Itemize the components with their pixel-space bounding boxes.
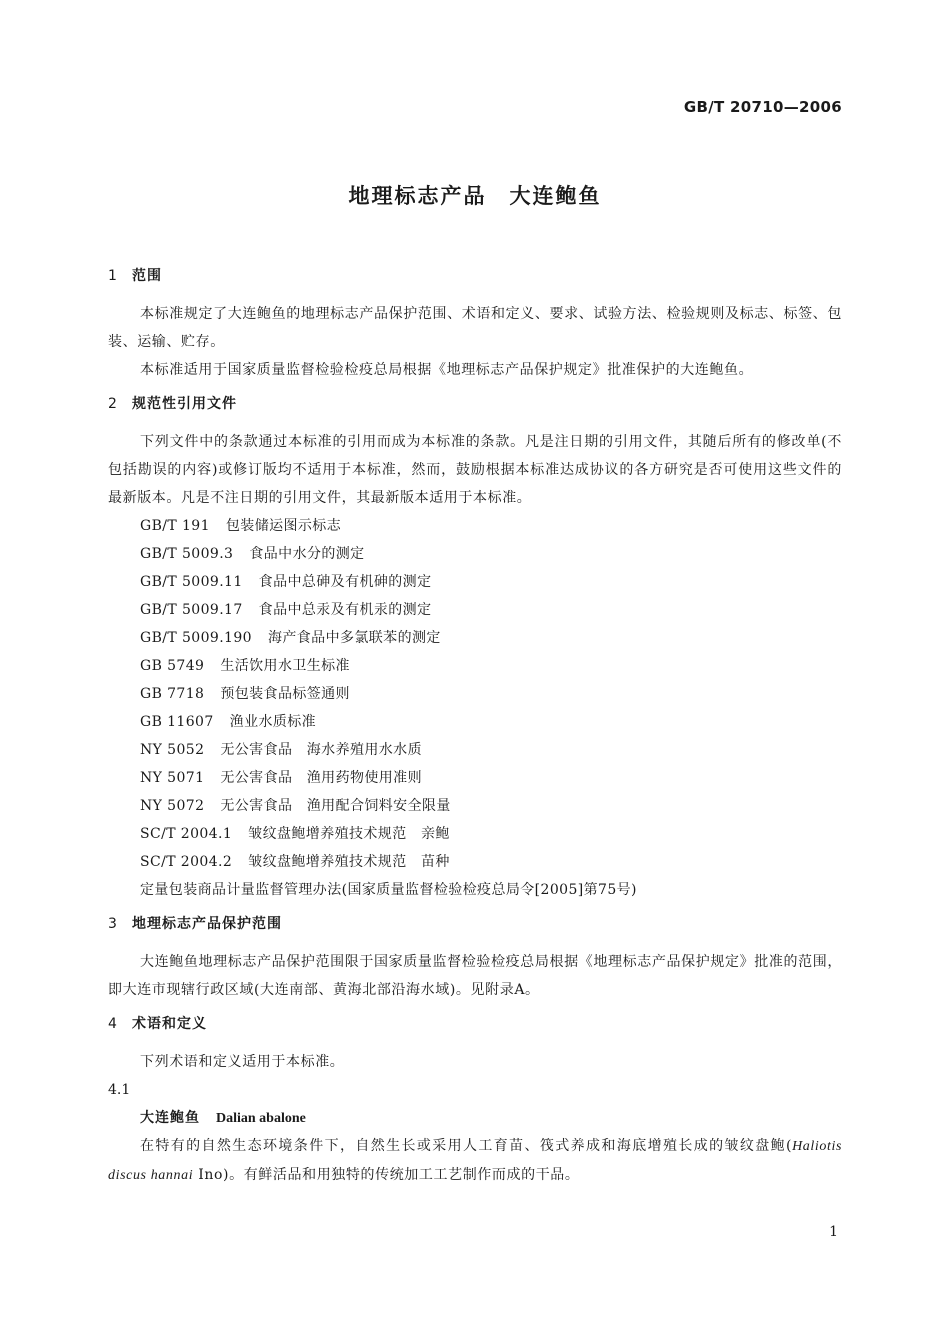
- reference-item: [108, 568, 842, 596]
- reference-item: [108, 624, 842, 652]
- normative-references-list: [108, 512, 842, 904]
- latin-species-name: Haliotis discus hannai: [108, 1139, 842, 1183]
- reference-name: 皱纹盘鲍增养殖技术规范 苗种: [248, 854, 450, 870]
- reference-name: 包装储运图示标志: [225, 518, 342, 534]
- section-title: 地理标志产品保护范围: [132, 916, 282, 932]
- reference-name: 无公害食品 海水养殖用水水质: [220, 742, 422, 758]
- reference-code: GB/T 5009.17: [140, 602, 243, 618]
- section-title: 术语和定义: [132, 1016, 207, 1032]
- reference-item: [108, 540, 842, 568]
- reference-item: [108, 512, 842, 540]
- reference-code: GB/T 191: [140, 518, 210, 534]
- reference-name: 皱纹盘鲍增养殖技术规范 亲鲍: [248, 826, 450, 842]
- section-number: 4: [108, 1016, 118, 1032]
- section-number: 1: [108, 268, 118, 284]
- reference-name: 无公害食品 渔用药物使用准则: [220, 770, 422, 786]
- reference-name: 食品中总汞及有机汞的测定: [258, 602, 432, 618]
- section-1-heading: [108, 264, 842, 288]
- section-3-paragraph-1: 大连鲍鱼地理标志产品保护范围限于国家质量监督检验检疫总局根据《地理标志产品保护规定》批准的范围，即大连市现辖行政区域(大连南部、黄海北部沿海水域)。见附录A。: [108, 954, 842, 998]
- reference-name: 生活饮用水卫生标准: [220, 658, 350, 674]
- reference-item: [108, 792, 842, 820]
- reference-code: NY 5052: [140, 742, 205, 758]
- subsection-number: 4.1: [108, 1082, 131, 1098]
- reference-item: [108, 736, 842, 764]
- definition-text-a: 在特有的自然生态环境条件下，自然生长或采用人工育苗、筏式养成和海底增殖长成的皱纹盘鲍(: [140, 1138, 793, 1154]
- section-number: 3: [108, 916, 118, 932]
- reference-name: 渔业水质标准: [229, 714, 317, 730]
- reference-code: GB 11607: [140, 714, 214, 730]
- reference-code: GB 5749: [140, 658, 205, 674]
- section-3-heading: [108, 912, 842, 936]
- section-2-paragraph-1: 下列文件中的条款通过本标准的引用而成为本标准的条款。凡是注日期的引用文件，其随后所有的修改单(不包括勘误的内容)或修订版均不适用于本标准，然而，鼓励根据本标准达成协议的各方研究是否可使用这些文件的最新版本。凡是不注日期的引用文件，其最新版本适用于本标准。: [108, 434, 842, 506]
- section-4-paragraph-1: 下列术语和定义适用于本标准。: [140, 1054, 345, 1070]
- reference-item: [108, 652, 842, 680]
- reference-code: GB 7718: [140, 686, 205, 702]
- reference-code: GB/T 5009.3: [140, 546, 234, 562]
- section-1-paragraph-1: 本标准规定了大连鲍鱼的地理标志产品保护范围、术语和定义、要求、试验方法、检验规则及标志、标签、包装、运输、贮存。: [108, 306, 842, 350]
- reference-code: GB/T 5009.11: [140, 574, 243, 590]
- definition-text-b: Ino)。有鲜活品和用独特的传统加工工艺制作而成的干品。: [193, 1167, 580, 1183]
- document-title: 地理标志产品 大连鲍鱼: [348, 184, 602, 208]
- term-definition: [108, 1132, 842, 1190]
- reference-code: SC/T 2004.1: [140, 826, 233, 842]
- reference-item: [108, 848, 842, 876]
- term-entry: [108, 1104, 842, 1132]
- page-number: 1: [829, 1224, 838, 1240]
- section-title: 范围: [132, 268, 162, 284]
- reference-item: [108, 708, 842, 736]
- reference-name: 无公害食品 渔用配合饲料安全限量: [220, 798, 451, 814]
- reference-name: 食品中总砷及有机砷的测定: [258, 574, 432, 590]
- reference-code: GB/T 5009.190: [140, 630, 252, 646]
- reference-name: 海产食品中多氯联苯的测定: [267, 630, 441, 646]
- reference-name: 食品中水分的测定: [249, 546, 365, 562]
- section-1-paragraph-2: 本标准适用于国家质量监督检验检疫总局根据《地理标志产品保护规定》批准保护的大连鲍鱼。: [140, 362, 754, 378]
- section-number: 2: [108, 396, 118, 412]
- section-4-heading: [108, 1012, 842, 1036]
- section-2-heading: [108, 392, 842, 416]
- reference-item: [108, 680, 842, 708]
- reference-code: SC/T 2004.2: [140, 854, 233, 870]
- section-title: 规范性引用文件: [132, 396, 237, 412]
- term-english: Dalian abalone: [216, 1111, 306, 1126]
- reference-item: [108, 820, 842, 848]
- reference-item: [108, 764, 842, 792]
- standard-code: GB/T 20710—2006: [683, 98, 842, 116]
- document-body: [108, 264, 842, 1190]
- reference-name: 预包装食品标签通则: [220, 686, 350, 702]
- term-chinese: 大连鲍鱼: [140, 1110, 200, 1126]
- reference-item-regulation: 定量包装商品计量监督管理办法(国家质量监督检验检疫总局令[2005]第75号): [140, 882, 637, 898]
- reference-item: [108, 596, 842, 624]
- reference-code: NY 5071: [140, 770, 205, 786]
- reference-code: NY 5072: [140, 798, 205, 814]
